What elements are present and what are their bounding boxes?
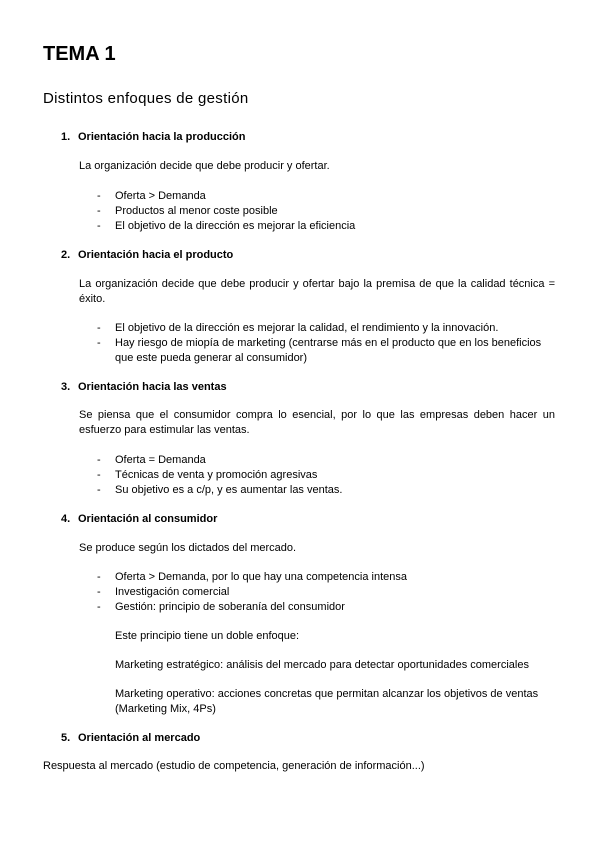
section-3-intro: Se piensa que el consumidor compra lo esencial, por lo que las empresas deben hacer un esfuerzo para estimular las ventas. [79, 409, 555, 436]
section-title: Orientación hacia el producto [78, 249, 234, 261]
sub-paragraph: Este principio tiene un doble enfoque: [115, 630, 300, 642]
section-5-heading [61, 731, 200, 745]
section-4-intro: Se produce según los dictados del mercado. [79, 542, 297, 554]
section-2-heading [61, 248, 233, 262]
section-title: Orientación hacia las ventas [78, 381, 227, 393]
section-title: Orientación al consumidor [78, 513, 218, 525]
sub-paragraph: Marketing estratégico: análisis del mercado para detectar oportunidades comerciales [115, 659, 529, 671]
section-number: 5. [61, 732, 71, 744]
section-1-intro: La organización decide que debe producir y ofertar. [79, 160, 330, 172]
sub-paragraph: Marketing operativo: acciones concretas que permitan alcanzar los objetivos de ventas (Marketing Mix, 4Ps) [115, 688, 539, 715]
document-page: TEMA 1 Distintos enfoques de gestión 1. Orientación hacia la producción La organización decide que debe producir y ofertar. - Oferta > Demanda - Productos al menor coste posible - El objetivo de la dirección es mejorar la eficiencia 2. Orientación hacia el producto La organización decide que debe producir y ofertar bajo la premisa de que la calidad técnica = éxito. - El objetivo de la dirección es mejorar la calidad, el rendimiento y la innovación. - Hay riesgo de miopía de marketing (centrarse más en el producto que en los beneficios que este pueda generar al consumidor) 3. Orientación hacia las ventas Se piensa que el consumidor compra lo esencial, por lo que las empresas deben hacer un esfuerzo para estimular las ventas. - Oferta = Demanda - Técnicas de venta y promoción agresivas - Su objetivo es a c/p, y es aumentar las ventas. 4. Orientación al consumidor Se produce según los dictados del mercado. - Oferta > Demanda, por lo que hay una competencia intensa - Investigación comercial - Gestión: principio de soberanía del consumidor Este principio tiene un doble enfoque: Marketing estratégico: análisis del mercado para detectar oportunidades comerciales Marketing operativo: acciones concretas que permitan alcanzar los objetivos de ventas (Marketing Mix, 4Ps) 5. Orientación al mercado Respuesta al mercado (estudio de competencia, generación de información...) [43, 43, 555, 772]
section-2-intro: La organización decide que debe producir y ofertar bajo la premisa de que la calidad técnica = éxito. [79, 278, 555, 305]
section-number: 1. [61, 131, 71, 143]
section-title: Orientación al mercado [78, 732, 201, 744]
closing-paragraph: Respuesta al mercado (estudio de competencia, generación de información...) [43, 760, 425, 772]
page-title: TEMA 1 [43, 43, 116, 65]
section-number: 2. [61, 249, 71, 261]
section-number: 3. [61, 381, 71, 393]
section-4-heading [61, 512, 217, 526]
section-number: 4. [61, 513, 71, 525]
section-title: Orientación hacia la producción [78, 131, 246, 143]
section-1-heading [61, 130, 245, 144]
section-3-heading [61, 380, 227, 394]
page-subtitle: Distintos enfoques de gestión [43, 90, 249, 107]
